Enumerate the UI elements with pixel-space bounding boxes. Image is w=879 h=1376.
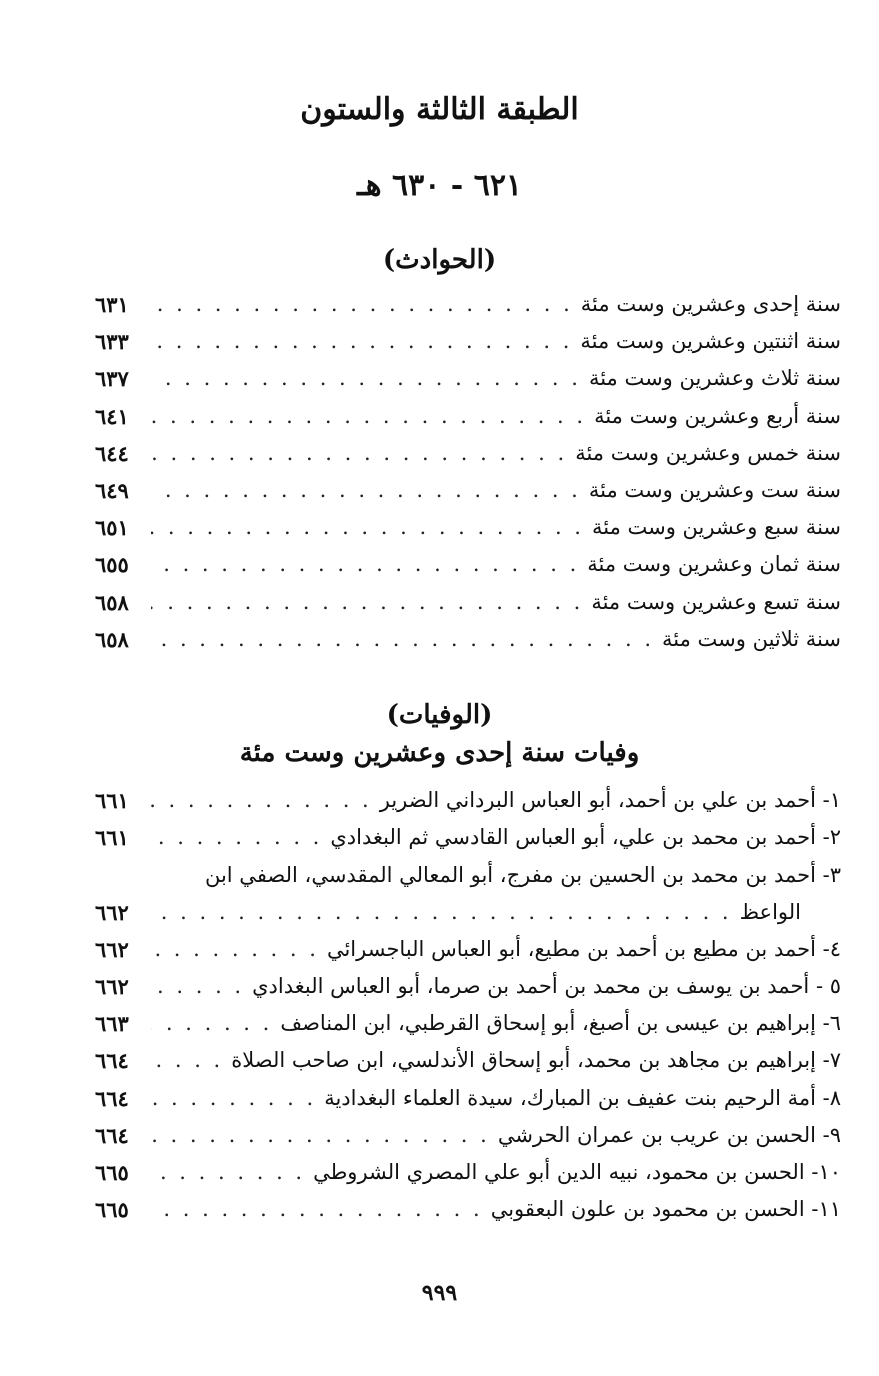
- toc-entry-label: سنة ست وعشرين وست مئة: [588, 478, 841, 503]
- dot-leader: [151, 1197, 483, 1222]
- toc-entry-line: [95, 435, 841, 472]
- dot-leader: [151, 1048, 223, 1073]
- toc-entry-label: سنة خمس وعشرين وست مئة: [575, 440, 841, 465]
- toc-entry-label: ٦- إبراهيم بن عيسى بن أصبغ، أبو إسحاق القرطبي، ابن المناصف: [280, 1011, 841, 1036]
- deaths-heading: (الوفيات): [386, 700, 493, 730]
- toc-entry: [95, 286, 841, 323]
- toc-entry-label: ٤- أحمد بن مطيع بن أحمد بن مطيع، أبو العباس الباجسرائي: [326, 936, 841, 961]
- toc-entry-line: [95, 1080, 841, 1117]
- dot-leader: [151, 1086, 316, 1111]
- toc-entry: [95, 856, 841, 930]
- dot-leader: [151, 478, 581, 503]
- toc-entry-label: سنة سبع وعشرين وست مئة: [591, 515, 841, 540]
- dot-leader: [151, 366, 581, 391]
- toc-entry: [95, 472, 841, 509]
- toc-entry: [95, 1005, 841, 1042]
- toc-entry-line: [95, 472, 841, 509]
- toc-page-number: ٦٦٤: [95, 1122, 129, 1148]
- toc-page-number: ٦٦٥: [95, 1197, 129, 1223]
- toc-entry-label: ٨- أمة الرحيم بنت عفيف بن المبارك، سيدة العلماء البغدادية: [324, 1085, 841, 1110]
- toc-entry: [95, 360, 841, 397]
- dot-leader: [151, 329, 572, 354]
- year-range: ٦٢١ - ٦٣٠ هـ: [356, 168, 523, 203]
- deaths-toc: [95, 782, 841, 1228]
- dot-leader: [151, 1011, 272, 1036]
- toc-page-number: ٦٤١: [95, 403, 129, 429]
- toc-entry-continuation: الواعظ: [739, 899, 801, 924]
- toc-page-number: ٦٥١: [95, 515, 129, 541]
- toc-entry-label: سنة تسع وعشرين وست مئة: [591, 589, 841, 614]
- toc-entry-line: [95, 1005, 841, 1042]
- toc-entry-line: [95, 894, 841, 931]
- toc-entry-line: [95, 398, 841, 435]
- dot-leader: [151, 552, 579, 577]
- toc-entry-line: [95, 546, 841, 583]
- toc-entry: [95, 1117, 841, 1154]
- toc-entry-line: [95, 968, 841, 1005]
- toc-entry: [95, 546, 841, 583]
- toc-entry: [95, 1154, 841, 1191]
- toc-page-number: ٦٦٢: [95, 974, 129, 1000]
- dot-leader: [151, 404, 586, 429]
- toc-entry-line: [95, 323, 841, 360]
- toc-page-number: ٦٦٤: [95, 1048, 129, 1074]
- toc-entry-line: [95, 931, 841, 968]
- toc-page-number: ٦٣٣: [95, 329, 129, 355]
- toc-entry: [95, 1191, 841, 1228]
- section-title: الطبقة الثالثة والستون: [300, 92, 579, 127]
- toc-entry-label: ٩- الحسن بن عريب بن عمران الحرشي: [497, 1122, 841, 1147]
- dot-leader: [151, 1123, 490, 1148]
- toc-entry-line: [95, 360, 841, 397]
- dot-leader: [151, 1160, 305, 1185]
- dot-leader: [151, 627, 654, 652]
- toc-entry: [95, 323, 841, 360]
- toc-entry: [95, 968, 841, 1005]
- toc-page-number: ٦٦٣: [95, 1011, 129, 1037]
- toc-entry-line: [95, 782, 841, 819]
- toc-entry-line: [95, 1042, 841, 1079]
- page-number: ٩٩٩: [421, 1280, 458, 1306]
- toc-page-number: ٦٥٥: [95, 552, 129, 578]
- toc-entry-line: [95, 621, 841, 658]
- dot-leader: [151, 515, 584, 540]
- dot-leader: [151, 590, 583, 615]
- toc-entry: [95, 931, 841, 968]
- toc-entry-label: ١١- الحسن بن محمود بن علون البعقوبي: [490, 1197, 841, 1222]
- toc-entry-line: [95, 1154, 841, 1191]
- toc-page-number: ٦٦٢: [95, 899, 129, 925]
- toc-entry: [95, 1042, 841, 1079]
- events-heading: (الحوادث): [382, 245, 497, 275]
- toc-entry: [95, 782, 841, 819]
- toc-entry: [95, 398, 841, 435]
- toc-entry-line: [95, 1191, 841, 1228]
- dot-leader: [151, 441, 567, 466]
- toc-entry-label: سنة اثنتين وعشرين وست مئة: [580, 329, 841, 354]
- toc-page-number: ٦٦٢: [95, 936, 129, 962]
- toc-entry-line: [95, 286, 841, 323]
- dot-leader: [151, 900, 732, 925]
- toc-entry: [95, 435, 841, 472]
- toc-entry-label: سنة أربع وعشرين وست مئة: [594, 403, 841, 428]
- toc-entry-label: سنة ثمان وعشرين وست مئة: [587, 552, 841, 577]
- toc-page-number: ٦٥٨: [95, 589, 129, 615]
- toc-entry-label: ٥ - أحمد بن يوسف بن محمد بن أحمد بن صرما، أبو العباس البغدادي: [252, 974, 841, 999]
- toc-page-number: ٦٣٧: [95, 366, 129, 392]
- toc-entry-first-line: [95, 856, 841, 893]
- dot-leader: [151, 937, 319, 962]
- toc-entry: [95, 819, 841, 856]
- toc-page-number: ٦٦٥: [95, 1159, 129, 1185]
- toc-page-number: ٦٦٤: [95, 1085, 129, 1111]
- toc-entry-label: سنة ثلاثين وست مئة: [662, 626, 841, 651]
- toc-entry-label: ٢- أحمد بن محمد بن علي، أبو العباس القادسي ثم البغدادي: [330, 825, 841, 850]
- toc-page-number: ٦٣١: [95, 292, 129, 318]
- toc-entry-label: سنة إحدى وعشرين وست مئة: [580, 292, 841, 317]
- toc-entry-label: ٣- أحمد بن محمد بن الحسين بن مفرج، أبو المعالي المقدسي، الصفي ابن: [204, 862, 841, 887]
- toc-page-number: ٦٥٨: [95, 626, 129, 652]
- toc-entry: [95, 584, 841, 621]
- dot-leader: [151, 292, 573, 317]
- toc-entry: [95, 621, 841, 658]
- deaths-year-heading: وفيات سنة إحدى وعشرين وست مئة: [239, 738, 640, 768]
- toc-entry-label: ١- أحمد بن علي بن أحمد، أبو العباس البرداني الضرير: [379, 788, 841, 813]
- toc-entry-label: ٧- إبراهيم بن مجاهد بن محمد، أبو إسحاق الأندلسي، ابن صاحب الصلاة: [231, 1048, 841, 1073]
- toc-page-number: ٦٦١: [95, 825, 129, 851]
- toc-page-number: ٦٤٤: [95, 440, 129, 466]
- dot-leader: [151, 825, 322, 850]
- events-toc: [95, 286, 841, 658]
- dot-leader: [151, 788, 372, 813]
- toc-entry-line: [95, 1117, 841, 1154]
- toc-entry-label: سنة ثلاث وعشرين وست مئة: [588, 366, 841, 391]
- toc-entry-label: ١٠- الحسن بن محمود، نبيه الدين أبو علي المصري الشروطي: [313, 1159, 841, 1184]
- toc-entry-line: [95, 584, 841, 621]
- toc-entry: [95, 1080, 841, 1117]
- toc-entry: [95, 509, 841, 546]
- toc-entry-line: [95, 819, 841, 856]
- toc-page-number: ٦٤٩: [95, 478, 129, 504]
- toc-page-number: ٦٦١: [95, 788, 129, 814]
- dot-leader: [151, 974, 244, 999]
- toc-entry-line: [95, 509, 841, 546]
